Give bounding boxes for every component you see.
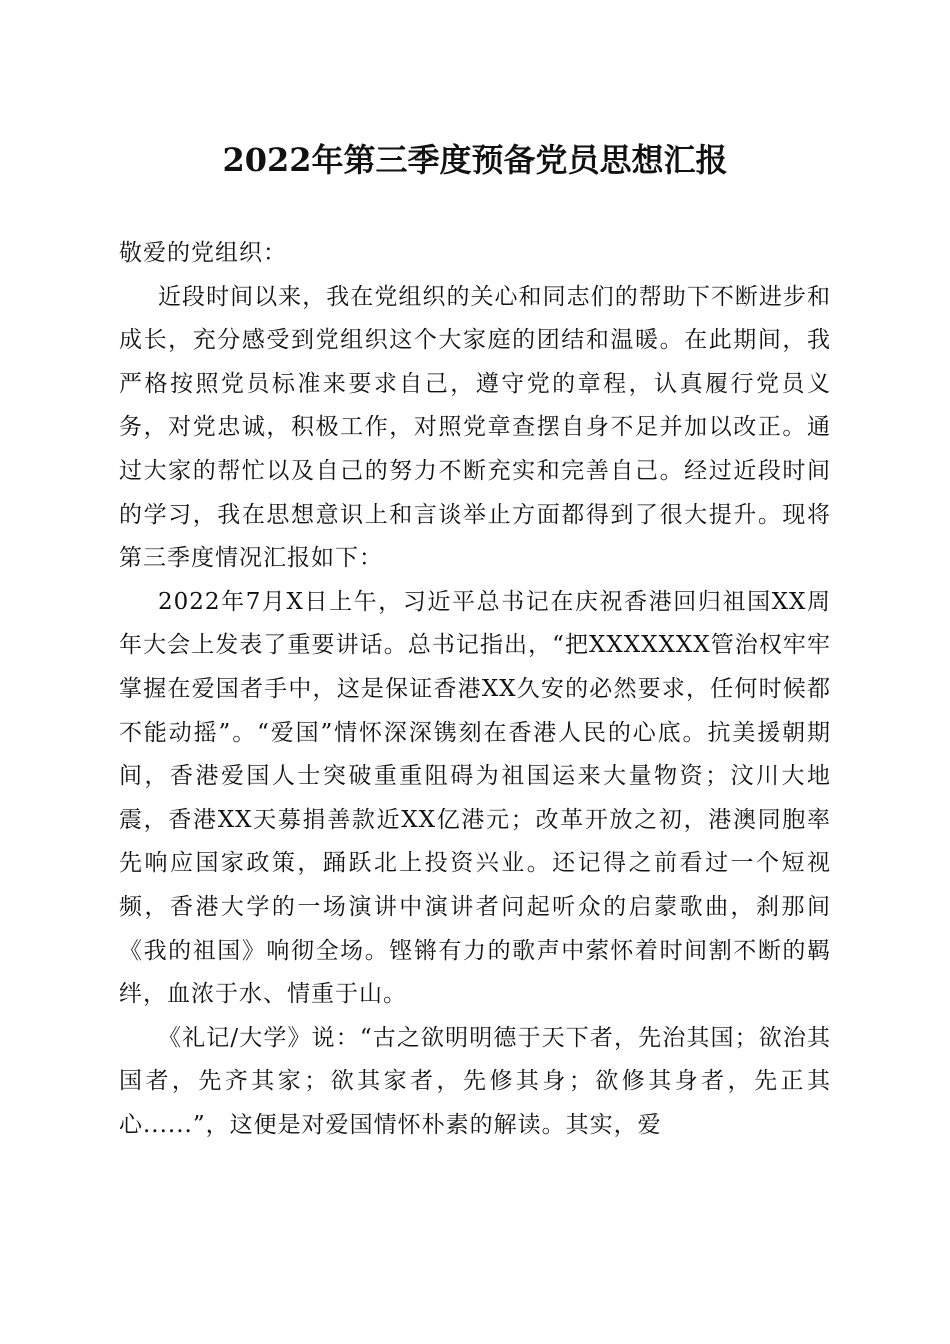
document-title: 2022年第三季度预备党员思想汇报 (222, 141, 728, 179)
paragraph-liji-quote: 《礼记/大学》说：“古之欲明明德于天下者，先治其国；欲治其国者，先齐其家；欲其家者，先修其身；欲修其身者，先正其心......”，这便是对爱国情怀朴素的解读。其实，爱 (119, 1024, 831, 1138)
paragraph-hong-kong-speech: 2022年7月X日上午，习近平总书记在庆祝香港回归祖国XX周年大会上发表了重要讲话。总书记指出，“把XXXXXXX管治权牢牢掌握在爱国者手中，这是保证香港XX久安的必然要求，任何时候都不能动摇”。“爱国”情怀深深镌刻在香港人民的心底。抗美援朝期间，香港爱国人士突破重重阻碍为祖国运来大量物资；汶川大地震，香港XX天募捐善款近XX亿港元；改革开放之初，港澳同胞率先响应国家政策，踊跃北上投资兴业。还记得之前看过一个短视频，香港大学的一场演讲中演讲者问起听众的启蒙歌曲，刹那间《我的祖国》响彻全场。铿锵有力的歌声中萦怀着时间割不断的羁绊，血浓于水、情重于山。 (119, 588, 831, 1008)
paragraph-intro: 近段时间以来，我在党组织的关心和同志们的帮助下不断进步和成长，充分感受到党组织这个大家庭的团结和温暖。在此期间，我严格按照党员标准来要求自己，遵守党的章程，认真履行党员义务，对党忠诚，积极工作，对照党章查摆自身不足并加以改正。通过大家的帮忙以及自己的努力不断充实和完善自己。经过近段时间的学习，我在思想意识上和言谈举止方面都得到了很大提升。现将第三季度情况汇报如下： (119, 283, 831, 572)
document-body (119, 232, 831, 1147)
salutation: 敬爱的党组织： (119, 240, 287, 266)
